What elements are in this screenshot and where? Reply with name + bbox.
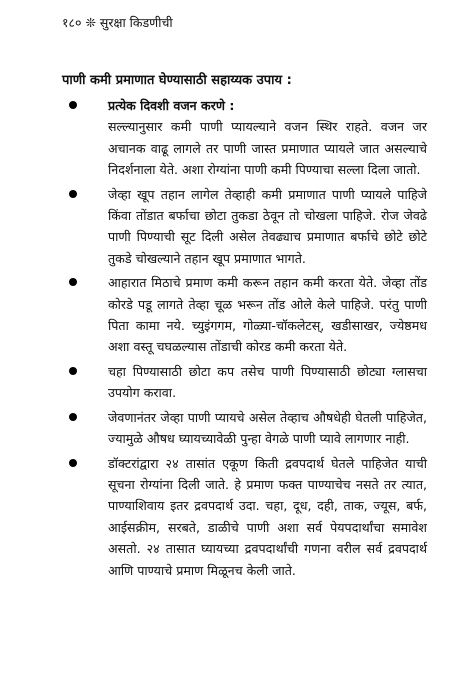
- list-item: [0, 95, 475, 181]
- bullet-icon: [69, 101, 77, 109]
- list-item-text: जेवणानंतर जेव्हा पाणी प्यायचे असेल तेव्हाच औषधेही घेतली पाहिजेत, ज्यामुळे औषध घ्यायच्यावेळी पुन्हा वेगळे पाणी प्यावे लागणार नाही.: [108, 409, 427, 447]
- list-item-text: चहा पिण्यासाठी छोटा कप तसेच पाणी पिण्यासाठी छोट्या ग्लासचा उपयोग करावा.: [108, 363, 427, 401]
- bullet-icon: [69, 459, 77, 467]
- bullet-icon: [69, 367, 77, 375]
- list-item-text: जेव्हा खूप तहान लागेल तेव्हाही कमी प्रमाणात पाणी प्यायले पाहिजे किंवा तोंडात बर्फाचा छोटा तुकडा ठेवून तो चोखला पाहिजे. रोज जेवढे पाणी पिण्याची सूट दिली असेल तेवढ्याच प्रमाणात बर्फाचे छोटे छोटे तुकडे चोखल्याने तहान खूप प्रमाणात भागते.: [108, 186, 427, 266]
- running-head: १८० ❊ सुरक्षा किडणीची: [62, 15, 173, 30]
- list-item: [0, 407, 475, 450]
- section-heading: पाणी कमी प्रमाणात घेण्यासाठी सहाय्यक उपाय :: [62, 73, 292, 88]
- tips-list: [0, 95, 475, 584]
- list-item-title: प्रत्येक दिवशी वजन करणे :: [108, 98, 235, 113]
- bullet-icon: [69, 190, 77, 198]
- list-item: [0, 272, 475, 358]
- list-item-text: सल्ल्यानुसार कमी पाणी प्यायल्याने वजन स्थिर राहते. वजन जर अचानक वाढू लागले तर पाणी जास्त प्रमाणात प्यायले जात असल्याचे निदर्शनाला येते. अशा रोग्यांना पाणी कमी पिण्याचा सल्ला दिला जातो.: [108, 119, 427, 178]
- bullet-icon: [69, 278, 77, 286]
- list-item: [0, 184, 475, 270]
- list-item-text: डॉक्टरांद्वारा २४ तासांत एकूण किती द्रवपदार्थ घेतले पाहिजेत याची सूचना रोग्यांना दिली जाते. हे प्रमाण फक्त पाण्याचेच नसते तर त्यात, पाण्याशिवाय इतर द्रवपदार्थ उदा. चहा, दूध, दही, ताक, ज्यूस, बर्फ, आईसक्रीम, सरबते, डाळीचे पाणी अशा सर्व पेयपदार्थांचा समावेश असतो. २४ तासात घ्यायच्या द्रवपदार्थांची गणना वरील सर्व द्रवपदार्थ आणि पाण्याचे प्रमाण मिळूनच केली जाते.: [108, 455, 427, 578]
- list-item-text: आहारात मिठाचे प्रमाण कमी करून तहान कमी करता येते. जेव्हा तोंड कोरडे पडू लागते तेव्हा चूळ भरून तोंड ओले केले पाहिजे. परंतु पाणी पिता कामा नये. च्युइंगगम, गोळ्या-चॉकलेटस्, खडीसाखर, ज्येष्ठमध अशा वस्तू चघळल्यास तोंडाची कोरड कमी करता येते.: [108, 275, 428, 355]
- list-item: [0, 361, 475, 404]
- list-item: [0, 453, 475, 581]
- bullet-icon: [69, 413, 77, 421]
